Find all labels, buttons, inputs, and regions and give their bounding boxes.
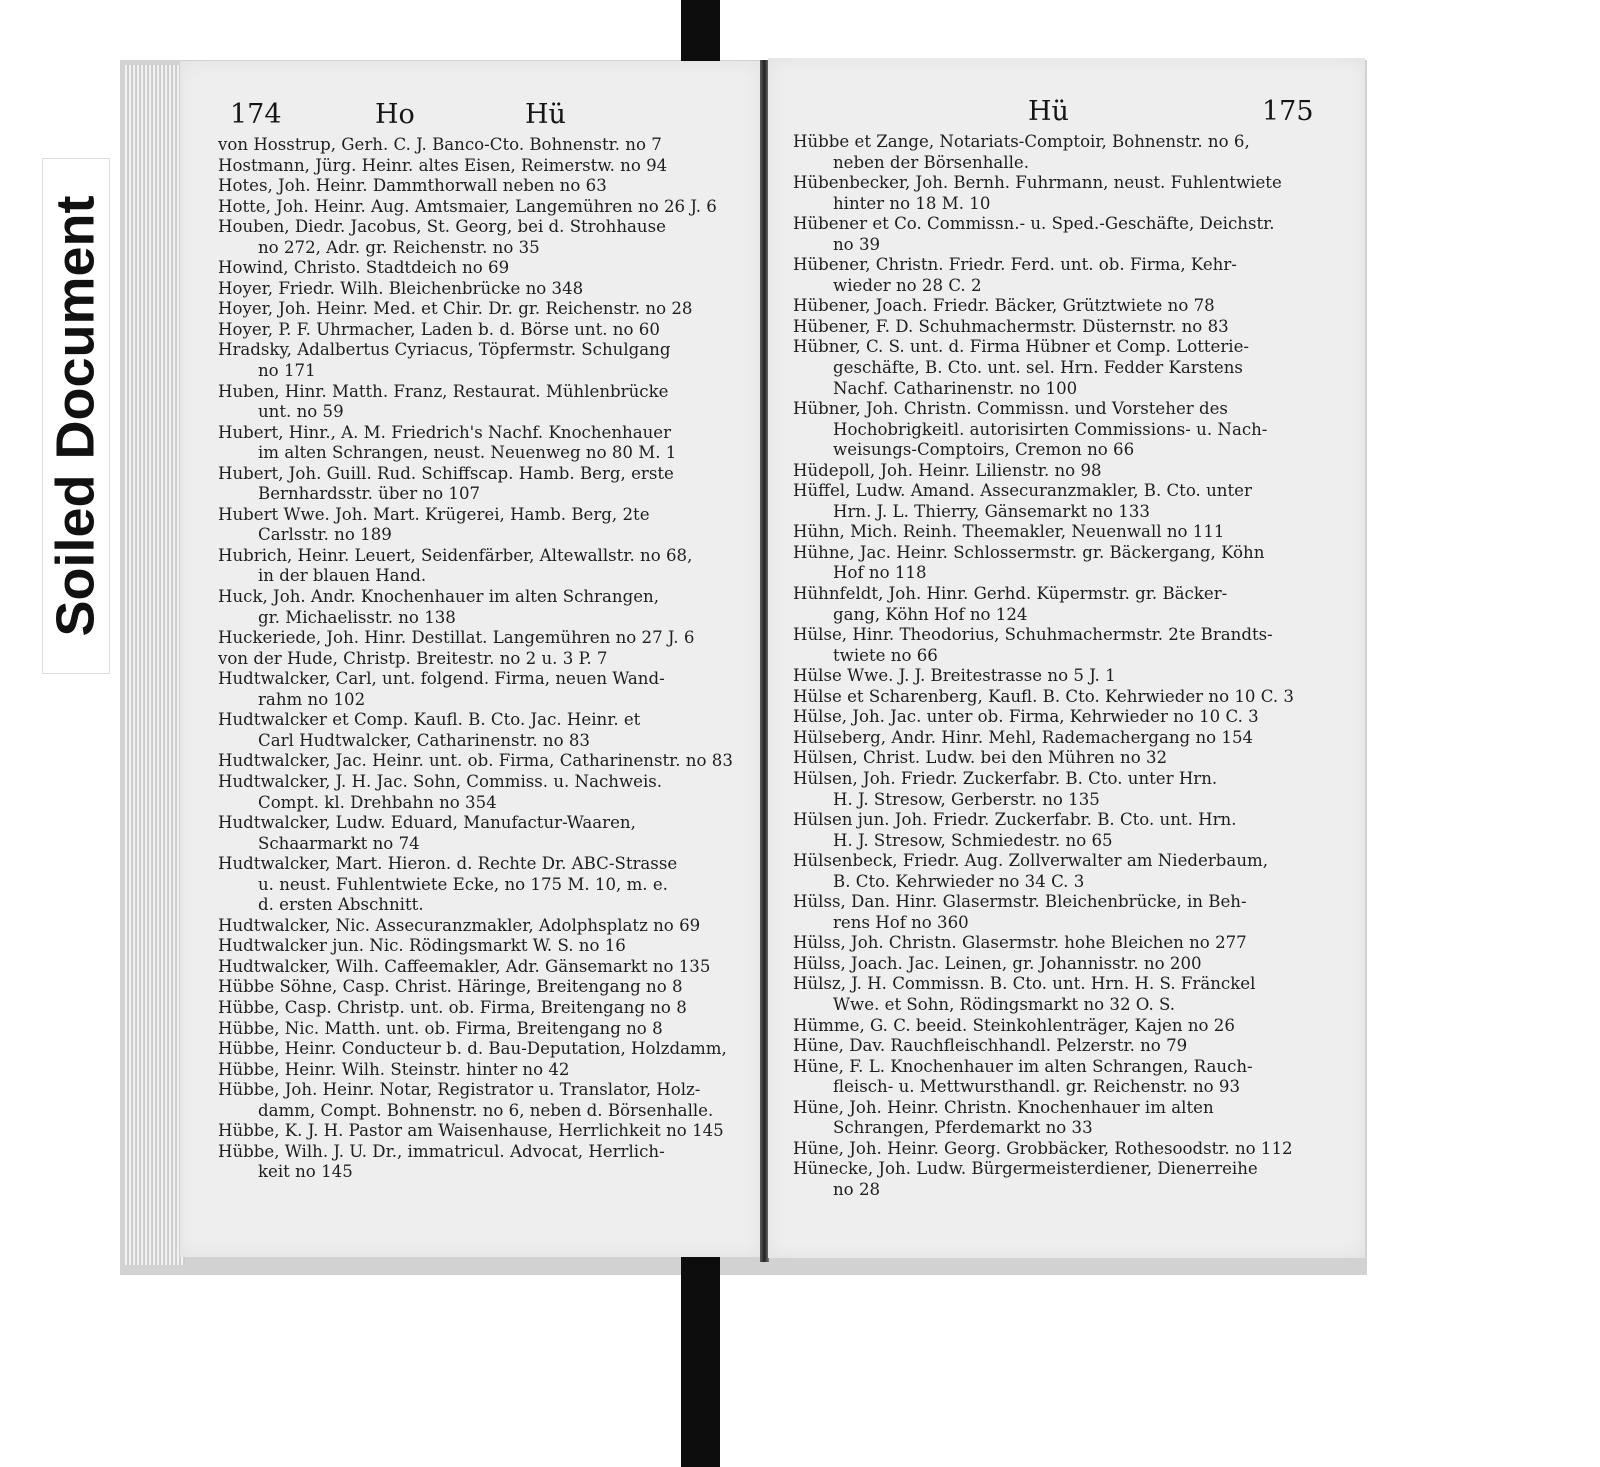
directory-entry-line: Hülss, Dan. Hinr. Glasermstr. Bleichenbrücke, in Beh- — [793, 892, 1247, 912]
directory-entry-line: no 39 — [833, 234, 881, 254]
directory-entry-line: im alten Schrangen, neust. Neuenweg no 80 M. 1 — [258, 443, 677, 463]
directory-entry-line: Hudtwalcker et Comp. Kaufl. B. Cto. Jac. Heinr. et — [218, 710, 641, 730]
directory-entry-line: Hüffel, Ludw. Amand. Assecuranzmakler, B. Cto. unter — [793, 481, 1252, 501]
directory-entry-line: von der Hude, Christp. Breitestr. no 2 u. 3 P. 7 — [218, 648, 608, 668]
page-edges — [125, 65, 185, 1265]
directory-entry-line: Hübenbecker, Joh. Bernh. Fuhrmann, neust. Fuhlentwiete — [793, 173, 1282, 193]
right-entries — [793, 132, 1333, 1200]
directory-entry-line: d. ersten Abschnitt. — [258, 895, 424, 915]
directory-entry-line: unt. no 59 — [258, 402, 344, 422]
directory-entry-line: Hoyer, Joh. Heinr. Med. et Chir. Dr. gr. Reichenstr. no 28 — [218, 299, 693, 319]
directory-entry-line: von Hosstrup, Gerh. C. J. Banco-Cto. Bohnenstr. no 7 — [218, 135, 662, 154]
directory-entry-line: H. J. Stresow, Gerberstr. no 135 — [833, 789, 1100, 809]
directory-entry-line: Hübbe, Nic. Matth. unt. ob. Firma, Breitengang no 8 — [218, 1018, 663, 1038]
directory-entry-line: Hübener, Joach. Friedr. Bäcker, Grütztwiete no 78 — [793, 296, 1215, 316]
directory-entry-line: no 272, Adr. gr. Reichenstr. no 35 — [258, 237, 540, 257]
directory-entry-line: Hudtwalcker, Ludw. Eduard, Manufactur-Waaren, — [218, 813, 636, 833]
directory-entry-line: rahm no 102 — [258, 689, 366, 709]
directory-entry-line: damm, Compt. Bohnenstr. no 6, neben d. Börsenhalle. — [258, 1100, 714, 1120]
directory-entry-line: wieder no 28 C. 2 — [833, 275, 982, 295]
directory-entry-line: Schrangen, Pferdemarkt no 33 — [833, 1118, 1093, 1138]
directory-entry-line: gang, Köhn Hof no 124 — [833, 604, 1028, 624]
directory-entry-line: Hübener, F. D. Schuhmachermstr. Düsternstr. no 83 — [793, 316, 1229, 336]
directory-entry-line: Hudtwalcker jun. Nic. Rödingsmarkt W. S. no 16 — [218, 936, 626, 956]
directory-entry-line: Hübener, Christn. Friedr. Ferd. unt. ob. Firma, Kehr- — [793, 255, 1237, 275]
directory-entry-line: u. neust. Fuhlentwiete Ecke, no 175 M. 10, m. e. — [258, 874, 668, 894]
directory-entry-line: Hubrich, Heinr. Leuert, Seidenfärber, Altewallstr. no 68, — [218, 545, 693, 565]
directory-entry-line: Hübbe, K. J. H. Pastor am Waisenhause, Herrlichkeit no 145 — [218, 1121, 724, 1141]
directory-entry-line: Hülsz, J. H. Commissn. B. Cto. unt. Hrn. H. S. Fränckel — [793, 974, 1256, 994]
directory-entry-line: H. J. Stresow, Schmiedestr. no 65 — [833, 830, 1113, 850]
directory-entry-line: Hochobrigkeitl. autorisirten Commissions- u. Nach- — [833, 419, 1268, 439]
directory-entry-line: Hühne, Jac. Heinr. Schlossermstr. gr. Bäckergang, Köhn — [793, 542, 1265, 562]
directory-entry-line: Hübbe, Joh. Heinr. Notar, Registrator u. Translator, Holz- — [218, 1080, 701, 1100]
directory-entry-line: Hülseberg, Andr. Hinr. Mehl, Rademachergang no 154 — [793, 727, 1254, 747]
directory-entry-line: Carl Hudtwalcker, Catharinenstr. no 83 — [258, 730, 590, 750]
directory-entry-line: Hof no 118 — [833, 563, 927, 583]
left-page — [180, 61, 761, 1257]
directory-entry-line: Hudtwalcker, Nic. Assecuranzmakler, Adolphsplatz no 69 — [218, 915, 701, 935]
directory-entry-line: in der blauen Hand. — [258, 566, 427, 586]
directory-entry-line: Hülse et Scharenberg, Kaufl. B. Cto. Kehrwieder no 10 C. 3 — [793, 686, 1294, 706]
soiled-document-stamp — [42, 158, 110, 674]
directory-entry-line: keit no 145 — [258, 1162, 353, 1182]
directory-entry-line: Huck, Joh. Andr. Knochenhauer im alten Schrangen, — [218, 587, 659, 607]
directory-entry-line: Hülse Wwe. J. J. Breitestrasse no 5 J. 1 — [793, 666, 1116, 686]
directory-entry-line: gr. Michaelisstr. no 138 — [258, 607, 456, 627]
directory-entry-line: Hübner, Joh. Christn. Commissn. und Vorsteher des — [793, 399, 1228, 419]
directory-entry-line: Hüdepoll, Joh. Heinr. Lilienstr. no 98 — [793, 460, 1102, 480]
directory-entry-line: Hotes, Joh. Heinr. Dammthorwall neben no 63 — [218, 176, 607, 196]
directory-entry-line: Hübbe Söhne, Casp. Christ. Häringe, Breitengang no 8 — [218, 977, 683, 997]
directory-entry-line: Wwe. et Sohn, Rödingsmarkt no 32 O. S. — [833, 994, 1176, 1014]
directory-entry-line: Hüne, Joh. Heinr. Georg. Grobbäcker, Rothesoodstr. no 112 — [793, 1138, 1293, 1158]
directory-entry-line: Huben, Hinr. Matth. Franz, Restaurat. Mühlenbrücke — [218, 381, 669, 401]
binding-tape-top — [681, 0, 720, 64]
directory-entry-line: Hümme, G. C. beeid. Steinkohlenträger, Kajen no 26 — [793, 1015, 1235, 1035]
directory-entry-line: Schaarmarkt no 74 — [258, 833, 420, 853]
directory-entry-line: Hülse, Hinr. Theodorius, Schuhmachermstr. 2te Brandts- — [793, 625, 1273, 645]
directory-entry-line: Hülss, Joach. Jac. Leinen, gr. Johannisstr. no 200 — [793, 953, 1202, 973]
directory-entry-line: Carlsstr. no 189 — [258, 525, 392, 545]
directory-entry-line: Huckeriede, Joh. Hinr. Destillat. Langemühren no 27 J. 6 — [218, 628, 695, 648]
directory-entry-line: B. Cto. Kehrwieder no 34 C. 3 — [833, 871, 1085, 891]
directory-entry-line: rens Hof no 360 — [833, 912, 969, 932]
directory-entry-line: Hübbe, Wilh. J. U. Dr., immatricul. Advocat, Herrlich- — [218, 1141, 665, 1161]
directory-entry-line: weisungs-Comptoirs, Cremon no 66 — [833, 440, 1135, 460]
directory-entry-line: Howind, Christo. Stadtdeich no 69 — [218, 258, 510, 278]
directory-entry-line: Hübbe, Heinr. Conducteur b. d. Bau-Deputation, Holzdamm, — [218, 1039, 727, 1059]
directory-entry-line: Hudtwalcker, Mart. Hieron. d. Rechte Dr. ABC-Strasse — [218, 854, 678, 874]
directory-entry-line: Nachf. Catharinenstr. no 100 — [833, 378, 1078, 398]
directory-entry-line: Hülse, Joh. Jac. unter ob. Firma, Kehrwieder no 10 C. 3 — [793, 707, 1259, 727]
directory-entry-line: Hudtwalcker, J. H. Jac. Sohn, Commiss. u. Nachweis. — [218, 771, 663, 791]
directory-entry-line: Hünecke, Joh. Ludw. Bürgermeisterdiener, Dienerreihe — [793, 1159, 1258, 1179]
directory-entry-line: Hüne, Joh. Heinr. Christn. Knochenhauer im alten — [793, 1097, 1214, 1117]
directory-entry-line: Hülss, Joh. Christn. Glasermstr. hohe Bleichen no 277 — [793, 933, 1247, 953]
directory-entry-line: Hubert, Hinr., A. M. Friedrich's Nachf. Knochenhauer — [218, 422, 672, 442]
right-page — [768, 58, 1365, 1258]
directory-entry-line: hinter no 18 M. 10 — [833, 193, 991, 213]
directory-entry-line: Hülsenbeck, Friedr. Aug. Zollverwalter am Niederbaum, — [793, 851, 1269, 871]
directory-entry-line: geschäfte, B. Cto. unt. sel. Hrn. Fedder Karstens — [833, 358, 1243, 378]
directory-entry-line: neben der Börsenhalle. — [833, 152, 1029, 172]
directory-entry-line: Hülsen, Christ. Ludw. bei den Mühren no 32 — [793, 748, 1168, 768]
right-page-number: 175 — [1262, 96, 1314, 127]
directory-entry-line: Hübner, C. S. unt. d. Firma Hübner et Comp. Lotterie- — [793, 337, 1250, 357]
stamp-label: Soiled Document — [46, 195, 107, 637]
directory-entry-line: Hülsen jun. Joh. Friedr. Zuckerfabr. B. Cto. unt. Hrn. — [793, 810, 1237, 830]
directory-entry-line: no 28 — [833, 1179, 881, 1199]
directory-entry-line: Hühnfeldt, Joh. Hinr. Gerhd. Küpermstr. gr. Bäcker- — [793, 584, 1228, 604]
directory-entry-line: Hüne, F. L. Knochenhauer im alten Schrangen, Rauch- — [793, 1056, 1253, 1076]
left-running-head-start: Ho — [375, 99, 415, 130]
directory-entry-line: Hübbe, Casp. Christp. unt. ob. Firma, Breitengang no 8 — [218, 997, 687, 1017]
directory-entry-line: Hudtwalcker, Wilh. Caffeemakler, Adr. Gänsemarkt no 135 — [218, 956, 711, 976]
left-entries — [218, 135, 736, 1183]
directory-entry-line: Hübbe et Zange, Notariats-Comptoir, Bohnenstr. no 6, — [793, 132, 1250, 151]
directory-entry-line: Hubert Wwe. Joh. Mart. Krügerei, Hamb. Berg, 2te — [218, 504, 650, 524]
directory-entry-line: Hoyer, Friedr. Wilh. Bleichenbrücke no 348 — [218, 278, 584, 298]
directory-entry-line: Hülsen, Joh. Friedr. Zuckerfabr. B. Cto. unter Hrn. — [793, 768, 1218, 788]
left-page-number: 174 — [230, 99, 282, 130]
directory-entry-line: Hudtwalcker, Carl, unt. folgend. Firma, neuen Wand- — [218, 669, 665, 689]
directory-entry-line: no 171 — [258, 361, 316, 381]
directory-entry-line: fleisch- u. Mettwursthandl. gr. Reichenstr. no 93 — [833, 1077, 1241, 1097]
directory-entry-line: Hübbe, Heinr. Wilh. Steinstr. hinter no 42 — [218, 1059, 570, 1079]
directory-entry-line: Hübener et Co. Commissn.- u. Sped.-Geschäfte, Deichstr. — [793, 214, 1275, 234]
directory-entry-line: Hubert, Joh. Guill. Rud. Schiffscap. Hamb. Berg, erste — [218, 463, 674, 483]
directory-entry-line: Hrn. J. L. Thierry, Gänsemarkt no 133 — [833, 501, 1150, 521]
left-running-head-end: Hü — [525, 99, 566, 130]
directory-entry-line: Hradsky, Adalbertus Cyriacus, Töpfermstr. Schulgang — [218, 340, 671, 360]
directory-entry-line: Hotte, Joh. Heinr. Aug. Amtsmaier, Langemühren no 26 J. 6 — [218, 196, 717, 216]
right-running-head: Hü — [1028, 96, 1069, 127]
directory-entry-line: Hostmann, Jürg. Heinr. altes Eisen, Reimerstw. no 94 — [218, 155, 668, 175]
directory-entry-line: Hüne, Dav. Rauchfleischhandl. Pelzerstr. no 79 — [793, 1036, 1188, 1056]
directory-entry-line: Bernhardsstr. über no 107 — [258, 484, 481, 504]
directory-entry-line: Compt. kl. Drehbahn no 354 — [258, 792, 497, 812]
binding-tape-bottom — [681, 1250, 720, 1467]
directory-entry-line: Hoyer, P. F. Uhrmacher, Laden b. d. Börse unt. no 60 — [218, 319, 660, 339]
directory-entry-line: Hühn, Mich. Reinh. Theemakler, Neuenwall no 111 — [793, 522, 1225, 542]
directory-entry-line: Houben, Diedr. Jacobus, St. Georg, bei d. Strohhause — [218, 217, 666, 237]
directory-entry-line: Hudtwalcker, Jac. Heinr. unt. ob. Firma, Catharinenstr. no 83 — [218, 751, 733, 771]
directory-entry-line: twiete no 66 — [833, 645, 938, 665]
